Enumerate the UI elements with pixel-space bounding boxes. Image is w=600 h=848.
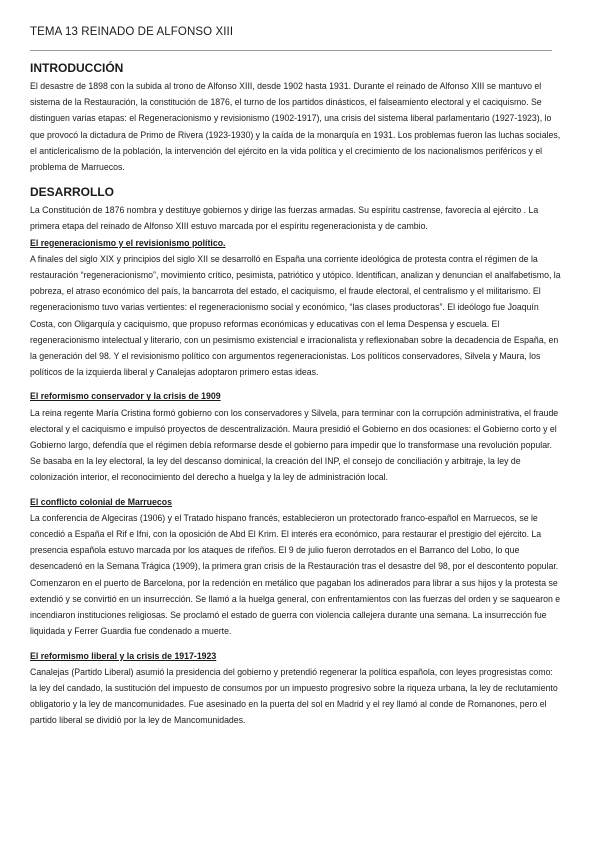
section-title-regeneracionismo: El regeneracionismo y el revisionismo político. <box>30 237 226 248</box>
desarrollo-intro-paragraph: La Constitución de 1876 nombra y destituye gobiernos y dirige las fuerzas armadas. Su espíritu castrense, favorecía al ejército . La primera etapa del reinado de Alfonso XIII estuvo marcada por el espíritu regeneracionista y de cambio. <box>30 205 539 232</box>
intro-paragraph: El desastre de 1898 con la subida al trono de Alfonso XIII, desde 1902 hasta 1931. Durante el reinado de Alfonso XIII se mantuvo el sistema de la Restauración, la constitución de 1876, el turno de los partidos dinásticos, el falseamiento electoral y el caciquismo. Se distinguen varias etapas: el Regeneracionismo y revisionismo (1902-1917), una crisis del sistema liberal parlamentario (1927-1923), lo que provocó la dictadura de Primo de Rivera (1923-1930) y la caída de la monarquía en 1931. Los problemas fueron las luchas sociales, el anticlericalismo de la población, la intervención del ejército en la vida política y el crecimiento de los nacionalismos periféricos y el problema de Marruecos. <box>30 81 561 173</box>
section-text-reformismo-conservador: La reina regente María Cristina formó gobierno con los conservadores y Silvela, para terminar con la corrupción administrativa, el fraude electoral y el caciquismo e impulsó proyectos de descentralización. Maura presidió el Gobierno en dos ocasiones: el Gobierno corto y el Gobierno largo, defendía que el régimen debía reformarse desde el gobierno para impedir que lo transformase una revolución popular. Se basaba en la ley electoral, la ley del descanso dominical, la creación del INP, el consejo de conciliación y arbitraje, la ley de colonización interior, el reconocimiento del derecho a huelga y la ley de administración local. <box>30 407 559 483</box>
desarrollo-heading: DESARROLLO <box>30 185 114 200</box>
document-page <box>30 26 562 729</box>
intro-heading: INTRODUCCIÓN <box>30 61 124 75</box>
section-text-regeneracionismo: A finales del siglo XIX y principios del siglo XII se desarrolló en España una corriente ideológica de protesta contra el régimen de la restauración “regeneracionismo”, movimiento crítico, pesimista, patriótico y utópico. Identifican, analizan y denuncian el analfabetismo, la pobreza, el atraso económico del país, la bancarrota del estado, el caciquismo, el fraude electoral, el centralismo y el militarismo. El regeneracionismo tuvo varias vertientes: el regeneracionismo social y económico, “las clases productoras”. El ideólogo fue Joaquín Costa, con Oligarquía y caciquismo, que propuso reformas económicas y educativas con el lema Despensa y escuela. El regeneracionismo intelectual y literario, con un pesimismo existencial e irracionalista y reflexionaban sobre la decadencia de España, en la generación del 98. Y el revisionismo político con argumentos regeneracionistas. Los políticos conservadores, Silvela y Maura, los políticos de la izquierda liberal y Canalejas adoptaron primero estas ideas. <box>30 253 561 378</box>
section-text-marruecos: La conferencia de Algeciras (1906) y el Tratado hispano francés, establecieron un protectorado franco-español en Marruecos, se le concedió a España el Rif e Ifni, con la oposición de Abd El Krim. El interés era económico, para restaurar el prestigio del ejército. La presencia española estuvo marcada por los ataques de rifeños. El 9 de julio fueron derrotados en el Barranco del Lobo, lo que desencadenó en la Semana Trágica (1909), la primera gran crisis de la Restauración tras el desastre del 98, por el descontento popular. Comenzaron en el puerto de Barcelona, por la redención en metálico que pagaban los adinerados para librar a sus hijos y la protesta se extendió y se convirtió en un insurrección. Se llamó a la huelga general, con enfrentamientos con las fuerzas del orden y se saquearon e incendiaron instituciones religiosas. Se proclamó el estado de guerra con violencia callejera durante una semana. La insurrección fue liquidada y Ferrer Guardia fue condenado a muerte. <box>30 512 561 637</box>
section-text-reformismo-liberal: Canalejas (Partido Liberal) asumió la presidencia del gobierno y pretendió regenerar la política española, con leyes progresistas como: la ley del candado, la sustitución del impuesto de consumos por un impuesto progresivo sobre la riqueza urbana, la ley de reclutamiento obligatorio y la ley de mancomunidades. Fue asesinado en la puerta del sol en Madrid y el rey llamó al conde de Romanones, pero el partido liberal se dividió por la ley de Mancomunidades. <box>30 666 558 726</box>
section-title-reformismo-liberal: El reformismo liberal y la crisis de 1917-1923 <box>30 650 217 661</box>
section-title-reformismo-conservador: El reformismo conservador y la crisis de 1909 <box>30 391 221 402</box>
title-divider <box>30 50 552 51</box>
document-title: TEMA 13 REINADO DE ALFONSO XIII <box>30 26 234 38</box>
section-title-marruecos: El conflicto colonial de Marruecos <box>30 496 172 507</box>
